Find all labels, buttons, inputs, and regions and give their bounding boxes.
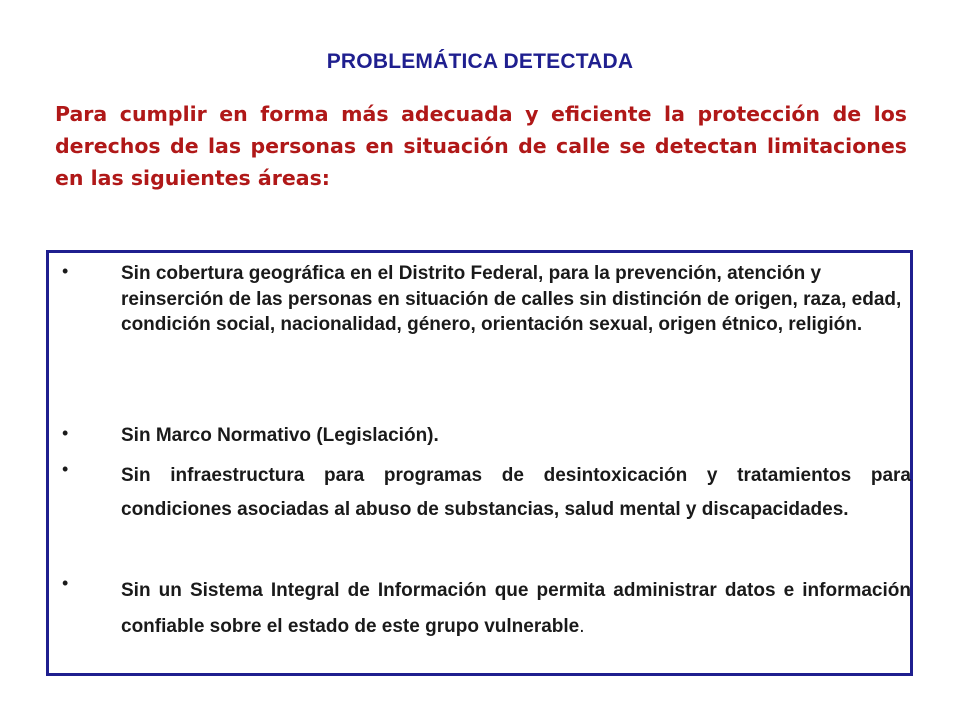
slide-title: PROBLEMÁTICA DETECTADA	[326, 50, 634, 73]
list-item-text: Sin cobertura geográfica en el Distrito Federal, para la prevención, atención y reinserción de las personas en situación de calles sin distinción de origen, raza, edad, condición social, nacionalidad, género, orientación sexual, origen étnico, religión.	[121, 263, 902, 335]
list-item-text-period: .	[579, 616, 585, 637]
intro-paragraph: Para cumplir en forma más adecuada y eficiente la protección de los derechos de las personas en situación de calle se detectan limitaciones en las siguientes áreas:	[55, 102, 907, 190]
list-item-text-main: Sin un Sistema Integral de Información que permita administrar datos e información confiable sobre el estado de este grupo vulnerable	[121, 580, 911, 637]
bullet-icon: •	[62, 459, 69, 479]
list-item-text	[121, 573, 911, 645]
list-item-text: Sin infraestructura para programas de desintoxicación y tratamientos para condiciones asociadas al abuso de substancias, salud mental y discapacidades.	[121, 465, 911, 520]
bullet-icon: •	[62, 261, 69, 281]
bullet-icon: •	[62, 423, 69, 443]
limitations-box	[46, 250, 913, 676]
list-item-text: Sin Marco Normativo (Legislación).	[121, 425, 439, 446]
bullet-icon: •	[62, 573, 69, 593]
